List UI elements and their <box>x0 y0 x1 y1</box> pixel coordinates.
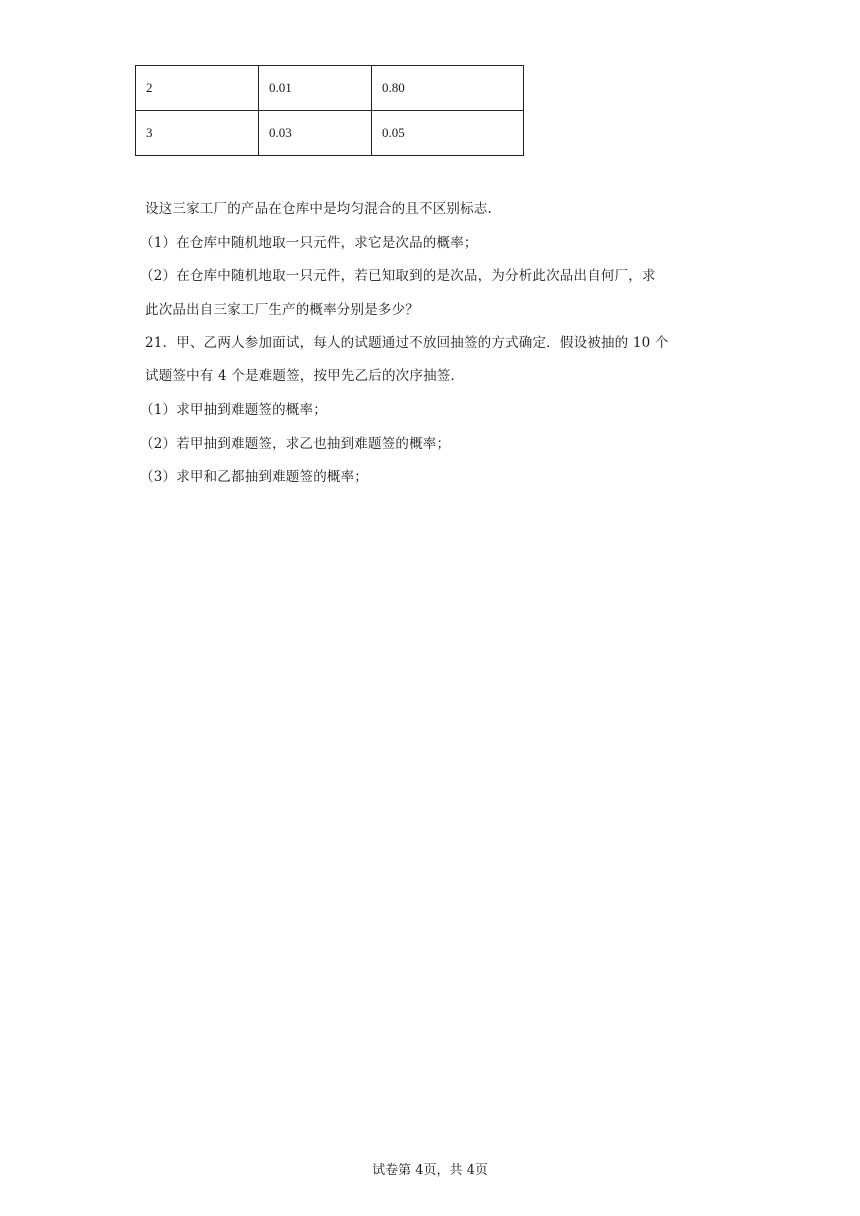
factory-data-table <box>135 65 524 156</box>
problem-21-question-3: （3）求甲和乙都抽到难题签的概率； <box>140 469 368 485</box>
table-cell: 0.03 <box>259 111 372 156</box>
table-cell: 3 <box>136 111 259 156</box>
table-row <box>136 66 524 111</box>
table-cell: 0.80 <box>372 66 524 111</box>
question-2-line-2: 此次品出自三家工厂生产的概率分别是多少？ <box>145 302 419 318</box>
table-row <box>136 111 524 156</box>
intro-text: 设这三家工厂的产品在仓库中是均匀混合的且不区别标志. <box>145 201 492 217</box>
question-1: （1）在仓库中随机地取一只元件，求它是次品的概率； <box>140 235 478 251</box>
problem-21-line-2: 试题签中有 4 个是难题签，按甲先乙后的次序抽签． <box>145 368 465 384</box>
problem-21-question-2: （2）若甲抽到难题签，求乙也抽到难题签的概率； <box>140 436 451 452</box>
problem-21-line-1: 21．甲、乙两人参加面试，每人的试题通过不放回抽签的方式确定．假设被抽的 10 个 <box>145 335 669 351</box>
problem-21-question-1: （1）求甲抽到难题签的概率； <box>140 402 327 418</box>
page-footer: 试卷第 4页，共 4页 <box>372 1163 488 1178</box>
table-cell: 2 <box>136 66 259 111</box>
question-2-line-1: （2）在仓库中随机地取一只元件，若已知取到的是次品，为分析此次品出自何厂，求 <box>140 268 656 284</box>
table-cell: 0.05 <box>372 111 524 156</box>
table-cell: 0.01 <box>259 66 372 111</box>
